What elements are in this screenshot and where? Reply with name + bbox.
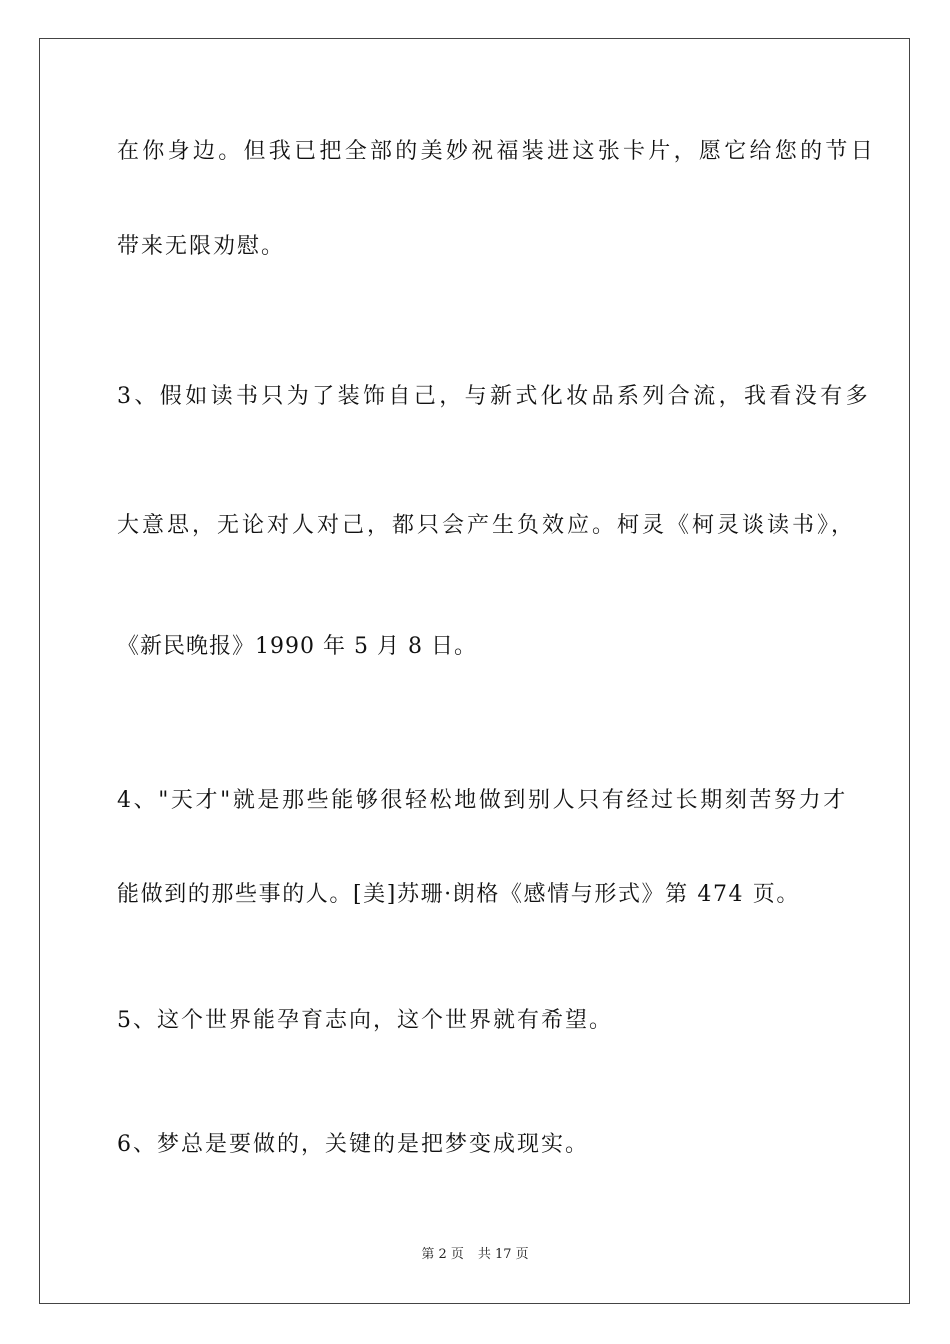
- text-line-4: 大意思，无论对人对己，都只会产生负效应。柯灵《柯灵谈读书》，: [117, 513, 857, 538]
- page-number: 第 2 页: [421, 1247, 464, 1262]
- text-line-2: 带来无限劝慰。: [117, 234, 286, 259]
- page-footer: [0, 1246, 950, 1264]
- text-line-8: 5、这个世界能孕育志向，这个世界就有希望。: [117, 1008, 613, 1033]
- text-line-6: 4、"天才"就是那些能够很轻松地做到别人只有经过长期刻苦努力才: [117, 788, 848, 813]
- text-line-3: 3、假如读书只为了装饰自己，与新式化妆品系列合流，我看没有多: [117, 384, 871, 409]
- text-line-7: 能做到的那些事的人。[美]苏珊·朗格《感情与形式》第 474 页。: [117, 882, 800, 907]
- page-total: 共 17 页: [477, 1247, 529, 1262]
- text-line-9: 6、梦总是要做的，关键的是把梦变成现实。: [117, 1132, 589, 1157]
- text-line-1: 在你身边。但我已把全部的美妙祝福装进这张卡片，愿它给您的节日: [117, 139, 877, 164]
- page-border: [39, 38, 910, 1304]
- text-line-5: 《新民晚报》1990 年 5 月 8 日。: [117, 634, 477, 659]
